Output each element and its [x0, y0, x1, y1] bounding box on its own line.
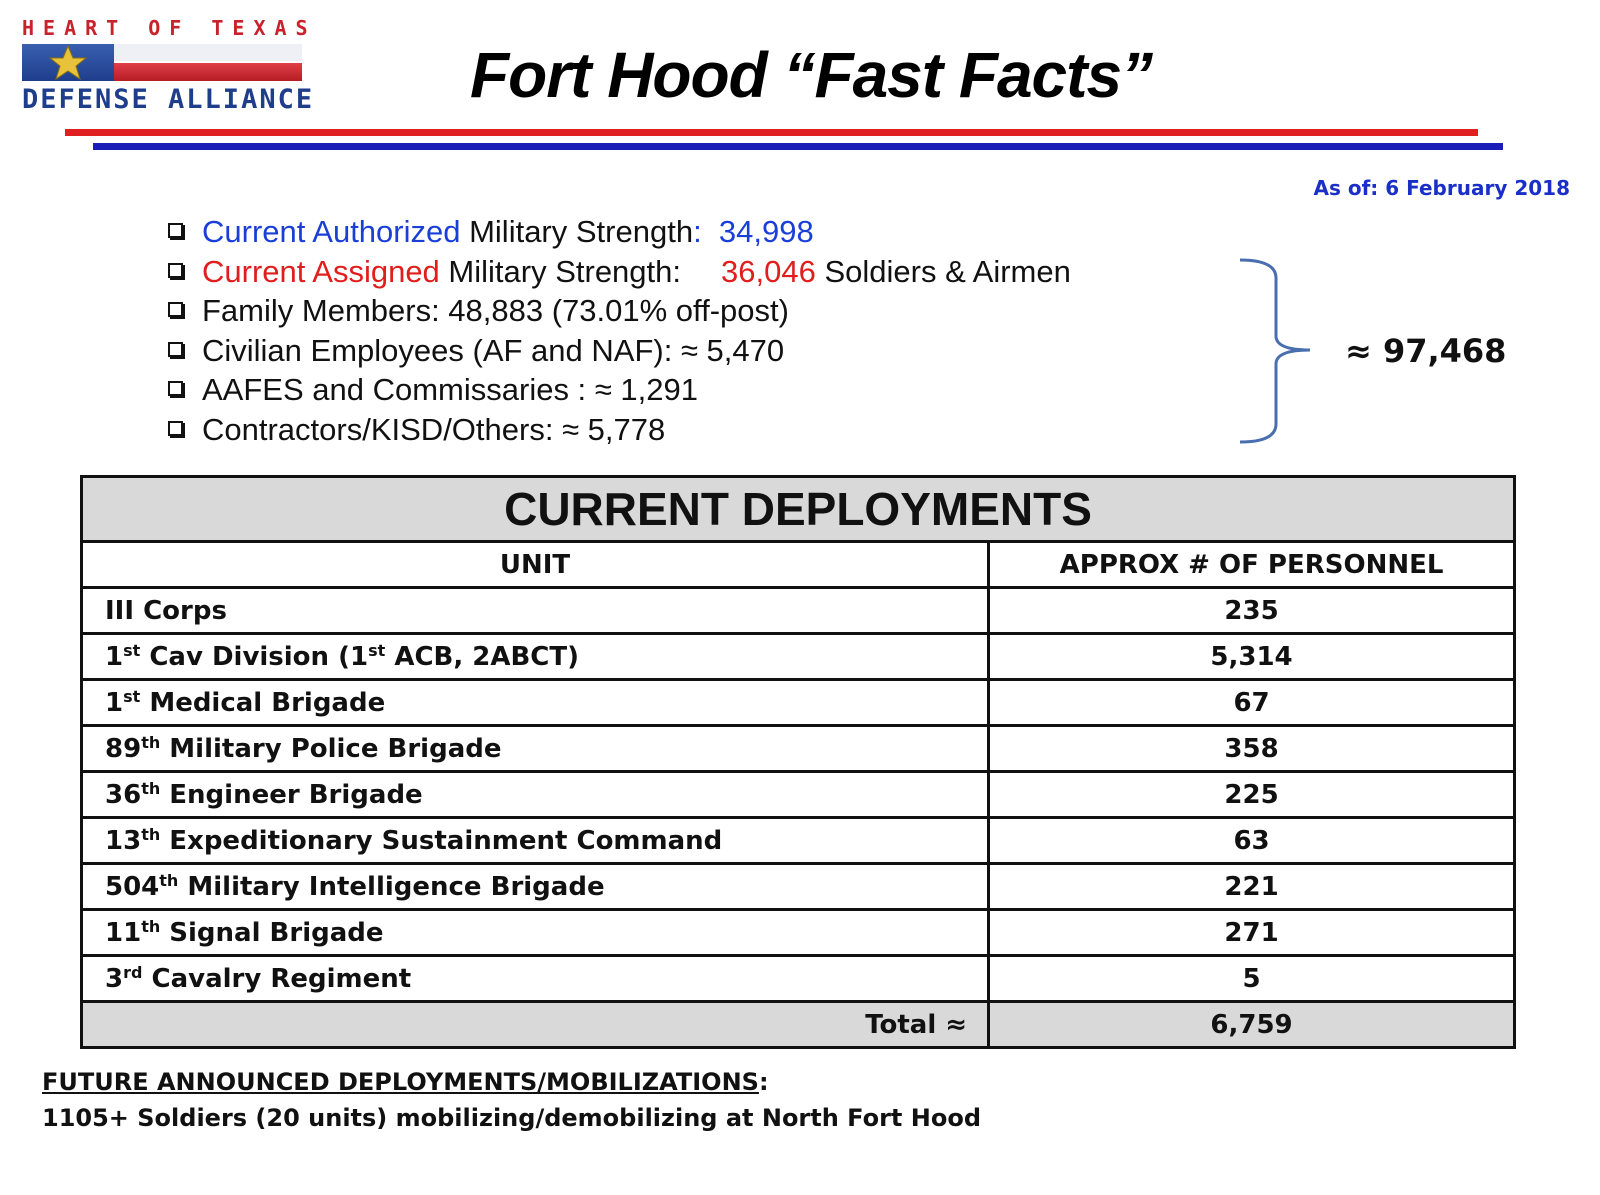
table-row	[82, 680, 1515, 726]
fact-assigned-strength: Current Assigned Military Strength: 36,046 Soldiers & Airmen	[168, 252, 1071, 292]
total-value: 6,759	[989, 1002, 1515, 1048]
personnel-cell: 271	[989, 910, 1515, 956]
fact-civilian-employees: Civilian Employees (AF and NAF): ≈ 5,470	[168, 331, 1071, 371]
personnel-cell: 5,314	[989, 634, 1515, 680]
table-row	[82, 588, 1515, 634]
personnel-cell: 67	[989, 680, 1515, 726]
future-deployments-heading: FUTURE ANNOUNCED DEPLOYMENTS/MOBILIZATIONS:	[42, 1068, 769, 1096]
fast-facts-list	[168, 212, 1071, 449]
page-title: Fort Hood “Fast Facts”	[470, 39, 1153, 111]
fact-authorized-strength: Current Authorized Military Strength: 34,998	[168, 212, 1071, 252]
personnel-cell: 63	[989, 818, 1515, 864]
fact-family-members: Family Members: 48,883 (73.01% off-post)	[168, 291, 1071, 331]
total-label: Total ≈	[82, 1002, 989, 1048]
column-header-unit: UNIT	[82, 542, 989, 588]
unit-cell: 89th Military Police Brigade	[82, 726, 989, 772]
table-row	[82, 634, 1515, 680]
checkbox-bullet-icon	[168, 421, 183, 436]
unit-cell: III Corps	[82, 588, 989, 634]
checkbox-bullet-icon	[168, 302, 183, 317]
checkbox-bullet-icon	[168, 263, 183, 278]
personnel-cell: 221	[989, 864, 1515, 910]
personnel-cell: 5	[989, 956, 1515, 1002]
logo-bottom-text: DEFENSE ALLIANCE	[22, 84, 315, 115]
current-deployments-table	[80, 475, 1516, 1049]
personnel-cell: 225	[989, 772, 1515, 818]
fact-aafes-commissaries: AAFES and Commissaries : ≈ 1,291	[168, 370, 1071, 410]
table-row	[82, 864, 1515, 910]
alliance-logo	[20, 16, 317, 116]
checkbox-bullet-icon	[168, 342, 183, 357]
as-of-date: As of: 6 February 2018	[1313, 176, 1570, 200]
unit-cell: 36th Engineer Brigade	[82, 772, 989, 818]
unit-cell: 504th Military Intelligence Brigade	[82, 864, 989, 910]
column-header-personnel: APPROX # OF PERSONNEL	[989, 542, 1515, 588]
checkbox-bullet-icon	[168, 223, 183, 238]
table-row	[82, 726, 1515, 772]
table-row	[82, 772, 1515, 818]
total-row	[82, 1002, 1515, 1048]
unit-cell: 1st Medical Brigade	[82, 680, 989, 726]
right-brace-icon	[1238, 258, 1328, 444]
blue-divider	[93, 143, 1503, 150]
table-row	[82, 910, 1515, 956]
unit-cell: 1st Cav Division (1st ACB, 2ABCT)	[82, 634, 989, 680]
table-title: CURRENT DEPLOYMENTS	[82, 477, 1515, 542]
future-deployments-text: 1105+ Soldiers (20 units) mobilizing/demobilizing at North Fort Hood	[42, 1104, 981, 1132]
unit-cell: 11th Signal Brigade	[82, 910, 989, 956]
fact-contractors: Contractors/KISD/Others: ≈ 5,778	[168, 410, 1071, 450]
assigned-value: 36,046	[721, 253, 816, 289]
checkbox-bullet-icon	[168, 381, 183, 396]
personnel-cell: 358	[989, 726, 1515, 772]
texas-flag-icon	[22, 44, 302, 81]
unit-cell: 3rd Cavalry Regiment	[82, 956, 989, 1002]
table-row	[82, 956, 1515, 1002]
red-divider	[65, 129, 1478, 136]
authorized-value: 34,998	[718, 214, 814, 249]
personnel-cell: 235	[989, 588, 1515, 634]
logo-top-text: HEART OF TEXAS	[22, 16, 317, 40]
approx-population-total: ≈ 97,468	[1345, 332, 1507, 370]
unit-cell: 13th Expeditionary Sustainment Command	[82, 818, 989, 864]
table-row	[82, 818, 1515, 864]
